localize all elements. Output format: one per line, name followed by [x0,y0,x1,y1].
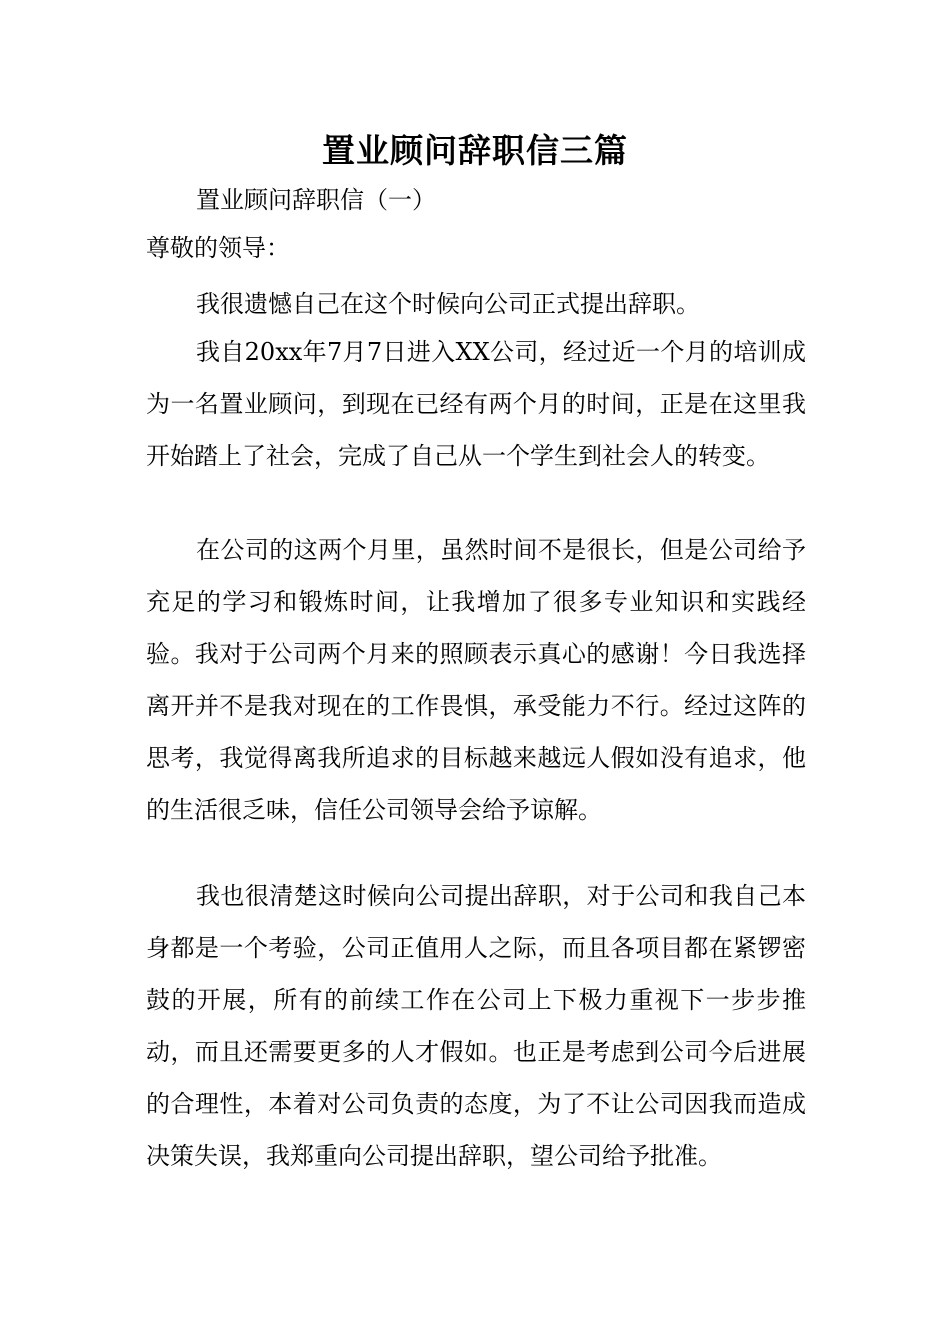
document-title: 置业顾问辞职信三篇 [322,131,628,170]
salutation: 尊敬的领导： [146,234,290,262]
document-subtitle: 置业顾问辞职信（一） [196,186,436,214]
paragraph-2: 我自20xx年7月7日进入XX公司，经过近一个月的培训成为一名置业顾问，到现在已经有两个月的时间，正是在这里我开始踏上了社会，完成了自己从一个学生到社会人的转变。 [146,338,806,470]
paragraph-3: 在公司的这两个月里，虽然时间不是很长，但是公司给予充足的学习和锻炼时间，让我增加了很多专业知识和实践经验。我对于公司两个月来的照顾表示真心的感谢！今日我选择离开并不是我对现在的工作畏惧，承受能力不行。经过这阵的思考，我觉得离我所追求的目标越来越远人假如没有追求，他的生活很乏味，信任公司领导会给予谅解。 [146,536,806,824]
paragraph-1: 我很遗憾自己在这个时候向公司正式提出辞职。 [196,290,700,318]
paragraph-4: 我也很清楚这时候向公司提出辞职，对于公司和我自己本身都是一个考验，公司正值用人之际，而且各项目都在紧锣密鼓的开展，所有的前续工作在公司上下极力重视下一步步推动，而且还需要更多的人才假如。也正是考虑到公司今后进展的合理性，本着对公司负责的态度，为了不让公司因我而造成决策失误，我郑重向公司提出辞职，望公司给予批准。 [146,882,806,1170]
